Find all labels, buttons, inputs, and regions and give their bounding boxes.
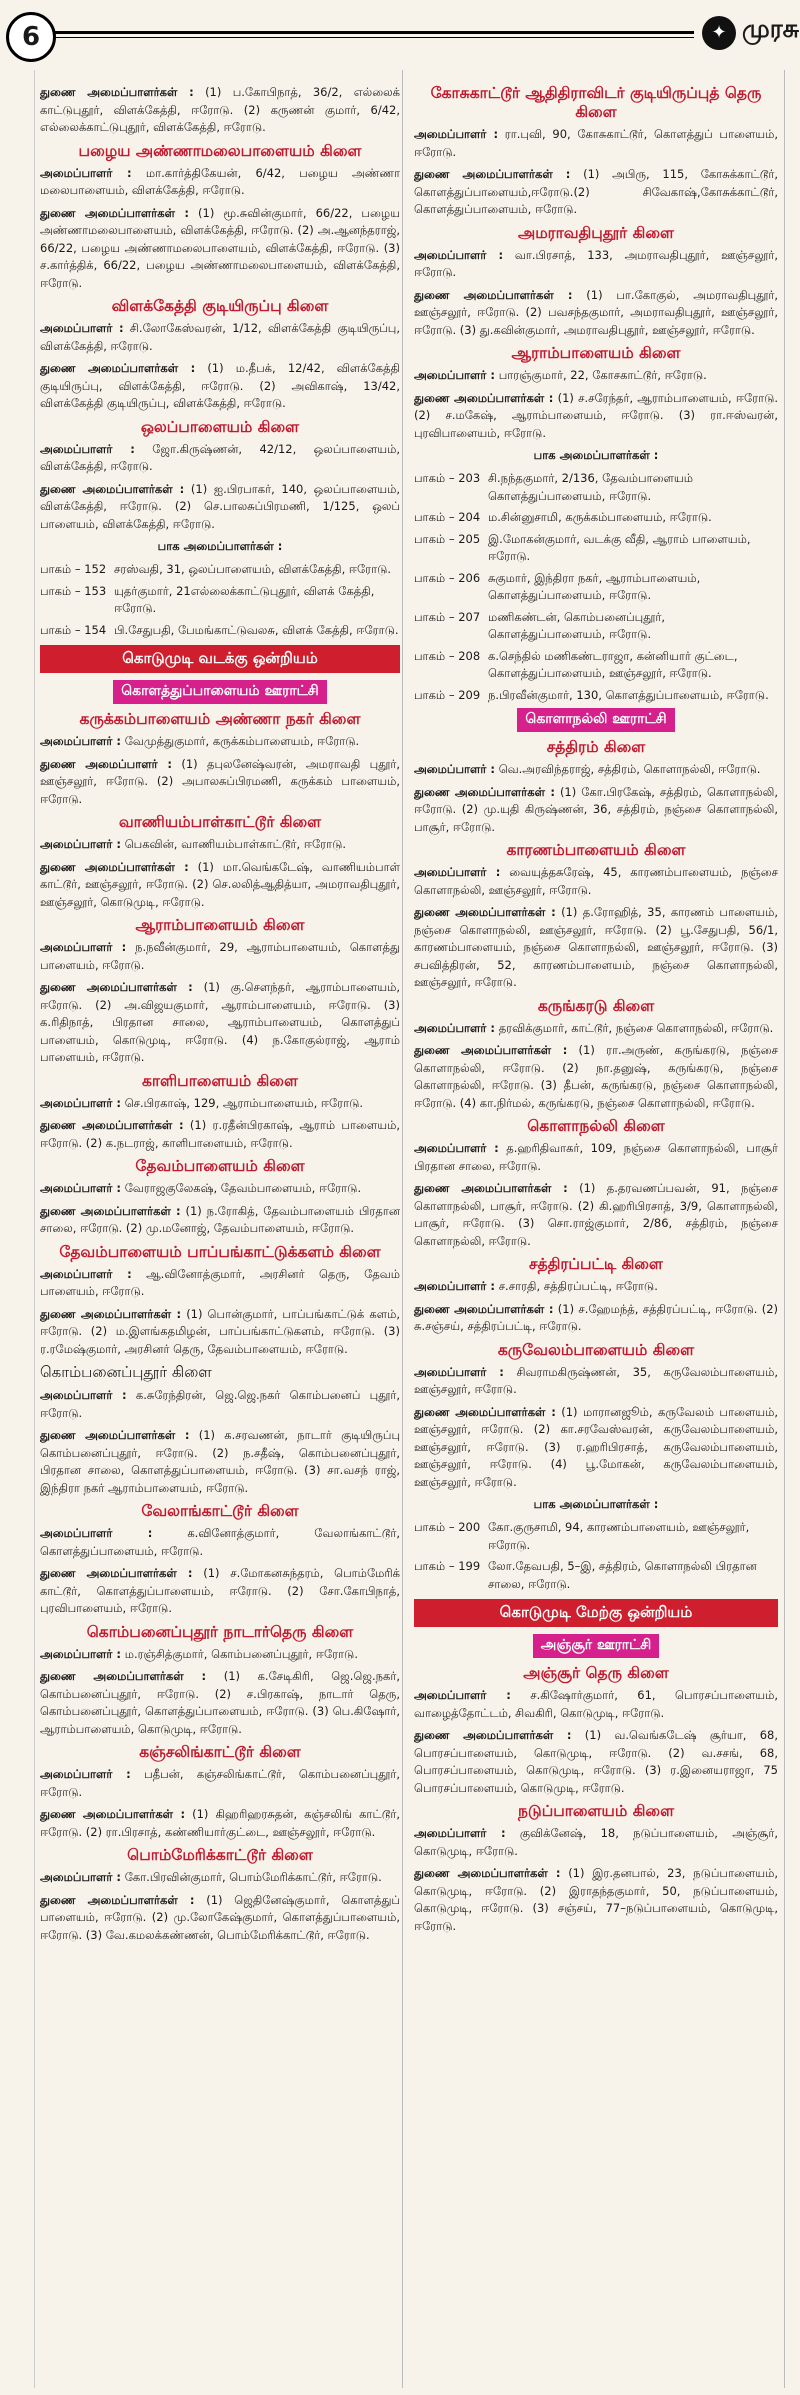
role-label: துணை அமைப்பாளர்கள் : [40,1566,193,1580]
branch-heading: கருக்கம்பாளையம் அண்ணா நகர் கிளை [79,710,361,728]
booth-row [40,561,400,579]
branch-heading: கஞ்சலிங்காட்டூர் கிளை [139,1743,301,1761]
role-label: துணை அமைப்பாளர்கள் : [414,784,555,799]
newspaper-name: முரசு [742,14,799,43]
role-label: துணை அமைப்பாளர்கள் : [414,287,573,302]
organizer-names: மா.கார்த்திகேயன், 6/42, பழைய அண்ணா மலைபாளையம், விளக்கேத்தி, ஈரோடு. [40,165,400,197]
header-rule-thin [54,37,694,38]
role-label: அமைப்பாளர் : [40,1646,122,1661]
organizer-names: (1) ஐ.பிரபாகர், 140, ஒலப்பாளையம், விளக்கேத்தி, ஈரோடு. (2) செ.பாலசுப்பிரமணி, 1/125, ஒலப் பாளையம், விளக்கேத்தி, ஈரோடு. [40,481,400,531]
organizer-names: க.வினோத்குமார், வேலாங்காட்டூர், கொளத்துப்பாளையம், ஈரோடு. [40,1526,400,1558]
booth-row [414,509,778,527]
organizer-entry [414,247,778,282]
organizer-entry [40,939,400,974]
branch-heading: ஆராம்பாளையம் கிளை [511,344,681,362]
union-banner: கொடுமுடி மேற்கு ஒன்றியம் [414,1599,778,1627]
organizer-names: (1) க.சரவணன், நாடார் குடியிருப்பு கொம்பனைப்புதூர், ஈரோடு. (2) ந.சதீஷ், கொம்பனைப்புதூர், பிரதான சாலை, கொளத்துப்பாளையம், ஈரோடு. (3) சா.வசந் ராஜ், இந்திரா நகர் ஆராம்பாளையம், ஈரோடு. [40,1428,400,1495]
organizer-entry [40,1565,400,1618]
role-label: அமைப்பாளர் : [40,734,122,748]
booth-detail: கோ.குருசாமி, 94, காரணம்பாளையம், ஊஞ்சலூர், ஈரோடு. [488,1520,750,1552]
organizer-entry [414,784,778,837]
organizer-entry [40,733,400,751]
organizer-names: செ.பிரகாஷ், 129, ஆராம்பாளையம், ஈரோடு. [124,1095,364,1110]
organizer-names: ம.ரஞ்சித்குமார், கொம்பனைப்புதூர், ஈரோடு. [124,1646,358,1661]
branch-heading: வேலாங்காட்டூர் கிளை [141,1502,299,1520]
organizer-entry [40,1117,400,1152]
branch-heading: விளக்கேத்தி குடியிருப்பு கிளை [111,297,329,315]
organizer-entry [40,481,400,534]
role-label: அமைப்பாளர் : [414,1020,496,1035]
right-column [414,84,778,2386]
branch-heading: நடுப்பாளையம் கிளை [517,1802,675,1820]
role-label: துணை அமைப்பாளர்கள் : [40,859,189,874]
organizer-names: (1) இர.தனபால், 23, நடுப்பாளையம், கொடுமுடி, ஈரோடு. (2) இராதந்தகுமார், 50, நடுப்பாளையம், கொடுமுடி, ஈரோடு. (3) சஞ்சய், 77–நடுப்பாளையம், கொடுமுடி, ஈரோடு. [414,1866,778,1933]
organizer-names: குவிக்னேஷ், 18, நடுப்பாளையம், அஞ்சூர், கொடுமுடி, ஈரோடு. [414,1826,778,1858]
booth-number: பாகம் – 199 [414,1559,481,1573]
booth-row [414,1558,778,1593]
role-label: துணை அமைப்பாளர்கள் : [414,167,571,181]
branch-heading: சத்திரப்பட்டி கிளை [529,1255,663,1273]
left-column [40,84,400,2386]
organizer-entry [414,864,778,899]
role-label: துணை அமைப்பாளர்கள் : [40,980,193,994]
branch-heading: அஞ்சூர் தெரு கிளை [523,1664,669,1682]
booth-number: பாகம் – 208 [414,648,481,663]
branch-heading: பழைய அண்ணாமலைபாளையம் கிளை [78,141,362,160]
booth-detail: சுகுமார், இந்திரா நகர், ஆராம்பாளையம், கொளத்துப்பாளையம், ஈரோடு. [488,570,701,602]
organizer-entry [414,904,778,992]
role-label: துணை அமைப்பாளர்கள் : [40,481,185,496]
booth-number: பாகம் – 207 [414,609,481,624]
role-label: துணை அமைப்பாளர்கள் : [414,1043,568,1057]
role-label: துணை அமைப்பாளர்கள் : [414,1866,561,1880]
organizer-entry [40,1892,400,1945]
organizer-entry [414,1140,778,1175]
organizer-entry [40,165,400,200]
role-label: அமைப்பாளர் : [40,940,127,954]
branch-heading: சத்திரம் கிளை [546,738,646,756]
organizer-names: (1) கு.செளந்தர், ஆராம்பாளையம், ஈரோடு. (2) அ.விஜயகுமார், ஆராம்பாளையம், ஈரோடு. (3) க.ரிதிநாத், பிரதான சாலை, ஆராம்பாளையம், கொளத்துப் பாளையம், கொடுமுடி, ஈரோடு. (4) ந.கோகுல்ராஜ், ஆராம் பாளையம், ஈரோடு. [40,980,400,1064]
organizer-entry [414,1865,778,1935]
organizer-entry [414,1727,778,1797]
role-label: துணை அமைப்பாளர்கள் : [414,905,556,919]
branch-heading: பொம்மேரிக்காட்டூர் கிளை [127,1846,313,1864]
role-label: அமைப்பாளர் : [414,1826,506,1840]
organizer-entry [40,84,400,137]
booth-number: பாகம் – 200 [414,1520,481,1534]
page-number: 6 [6,12,56,62]
branch-heading: ஒலப்பாளையம் கிளை [140,417,300,436]
booth-number: பாகம் – 153 [40,583,107,598]
role-label: துணை அமைப்பாளர்கள் : [414,390,554,405]
subsection-heading: பாக அமைப்பாளர்கள் : [533,448,659,462]
organizer-names: (1) தபுலனேஷ்வரன், அமராவதி புதூர், ஊஞ்சலூர், ஈரோடு. (2) அபாலசுப்பிரமணி, கருக்கம் பாளையம், ஈரோடு. [40,756,400,806]
role-label: துணை அமைப்பாளர்கள் : [40,1807,186,1821]
role-label: அமைப்பாளர் : [414,865,501,879]
role-label: அமைப்பாளர் : [414,127,499,141]
column-divider [402,70,403,2388]
role-label: அமைப்பாளர் : [40,1181,122,1195]
column-divider [784,70,785,2388]
organizer-entry [40,205,400,293]
role-label: அமைப்பாளர் : [414,762,496,776]
panchayat-label: கொளாநல்லி ஊராட்சி [517,708,674,732]
booth-number: பாகம் – 206 [414,570,481,585]
organizer-names: சி.லோகேஸ்வரன், 1/12, விளக்கேத்தி குடியிருப்பு, விளக்கேத்தி, ஈரோடு. [40,321,400,353]
booth-row [40,583,400,618]
organizer-entry [40,1266,400,1301]
role-label: துணை அமைப்பாளர்கள் : [40,1203,181,1218]
organizer-names: (1) மா.வெங்கடேஷ், வாணியம்பாள் காட்டூர், ஊஞ்சலூர், ஈரோடு. (2) செ.லலித்ஆதித்யா, அமராவதிபுதூர், ஊஞ்சலூர், கொடுமுடி, ஈரோடு. [40,859,400,909]
role-label: அமைப்பாளர் : [414,1688,511,1702]
booth-detail: ந.பிரவீன்குமார், 130, கொளத்துப்பாளையம், ஈரோடு. [488,687,769,702]
organizer-entry [414,367,778,385]
booth-number: பாகம் – 209 [414,687,481,702]
role-label: துணை அமைப்பாளர்கள் : [40,205,190,220]
organizer-entry [40,979,400,1067]
branch-heading: தேவம்பாளையம் பாப்பங்காட்டுக்களம் கிளை [59,1242,381,1261]
organizer-names: தரவிக்குமார், காட்டூர், நஞ்சை கொளாநல்லி, ஈரோடு. [498,1020,774,1035]
organizer-entry [414,1278,778,1296]
role-label: துணை அமைப்பாளர்கள் : [40,85,194,99]
organizer-names: சிவராமகிருஷ்ணன், 35, கருவேலம்பாளையம், ஊஞ்சலூர், ஈரோடு. [414,1364,778,1396]
branch-heading: கருங்கரடு கிளை [537,996,655,1015]
organizer-names: (1) மூ.சுவின்குமார், 66/22, பழைய அண்ணாமலைபாளையம், விளக்கேத்தி, ஈரோடு. (2) அ.ஆனந்தராஜ், 66/22, பழைய அண்ணாமலைபாளையம், விளக்கேத்தி, ஈரோடு. (3) ச.கார்த்திக், 66/22, பழைய அண்ணாமலைபாளையம், விளக்கேத்தி, ஈரோடு. [40,205,400,290]
organizer-entry [414,390,778,443]
organizer-names: ரா.புவி, 90, கோசுகாட்டூர், கொளத்துப் பாளையம், ஈரோடு. [414,127,778,159]
organizer-entry [40,1180,400,1198]
booth-row [414,531,778,566]
role-label: துணை அமைப்பாளர்கள் : [414,1728,572,1742]
organizer-names: பாரஞ்குமார், 22, கோசகாட்டூர், ஈரோடு. [498,368,707,382]
organizer-names: வா.பிரசாத், 133, அமராவதிபுதூர், ஊஞ்சலூர், ஈரோடு. [414,247,778,279]
organizer-entry [40,1806,400,1841]
organizer-names: (1) ச.சரேந்தர், ஆராம்பாளையம், ஈரோடு. (2) ச.மகேஷ், ஆராம்பாளையம், ஈரோடு. (3) ரா.ஈஸ்வரன், புரவிபாளையம், ஈரோடு. [414,390,778,440]
organizer-names: (1) ந.ரோகித், தேவம்பாளையம் பிரதான சாலை, ஈரோடு. (2) மு.மனோஜ், தேவம்பாளையம், ஈரோடு. [40,1203,400,1235]
header-rule [54,31,694,34]
branch-heading: தேவம்பாளையம் கிளை [135,1157,305,1175]
role-label: துணை அமைப்பாளர்கள் : [40,1669,207,1683]
organizer-names: (1) ர.ரதீன்பிரகாஷ், ஆராம் பாளையம், ஈரோடு. (2) க.நடராஜ், காளிபாளையம், ஈரோடு. [40,1118,400,1150]
role-label: துணை அமைப்பாளர்கள் : [40,1428,190,1442]
booth-detail: சி.நந்தகுமார், 2/136, தேவம்பாளையம் கொளத்துப்பாளையம், ஈரோடு. [488,471,693,503]
role-label: அமைப்பாளர் : [40,441,135,456]
organizer-entry [40,1095,400,1113]
union-banner: கொடுமுடி வடக்கு ஒன்றியம் [40,645,400,673]
role-label: துணை அமைப்பாளர் : [40,756,172,771]
organizer-names: வெ.அரவிந்தராஜ், சத்திரம், கொளாநல்லி, ஈரோடு. [498,762,761,776]
organizer-entry [40,1869,400,1887]
branch-heading: காளிபாளையம் கிளை [142,1071,298,1090]
booth-number: பாகம் – 204 [414,510,481,524]
organizer-entry [40,1646,400,1664]
booth-row [40,622,400,640]
organizer-names: ந.நவீன்குமார், 29, ஆராம்பாளையம், கொளத்து பாளையம், ஈரோடு. [40,940,400,972]
organizer-names: வேமுத்துகுமார், கருக்கம்பாளையம், ஈரோடு. [124,734,360,748]
role-label: துணை அமைப்பாளர்கள் : [40,1306,182,1321]
organizer-entry [40,1203,400,1238]
organizer-entry [414,1687,778,1722]
booth-number: பாகம் – 152 [40,562,107,576]
organizer-names: (1) ச.மோகனசுந்தரம், பொம்மேரிக் காட்டூர், கொளத்துப்பாளையம், ஈரோடு. (2) சோ.கோபிநாத், புரவிபாளையம், ஈரோடு. [40,1566,400,1615]
organizer-names: (1) கோ.பிரகேஷ், சத்திரம், கொளாநல்லி, ஈரோடு. (2) மு.யுதி கிருஷ்ணன், 36, சத்திரம், நஞ்சை கொளாநல்லி, பாசூர், ஈரோடு. [414,784,778,834]
branch-heading: கோசுகாட்டூர் ஆதிதிராவிடர் குடியிருப்புத் தெரு கிளை [430,84,762,121]
organizer-entry [414,287,778,340]
booth-detail: யுதர்குமார், 21எல்லைக்காட்டுபுதூர், விளக் கேத்தி, ஈரோடு. [114,583,375,615]
organizer-entry [40,756,400,809]
column-divider [34,70,35,2388]
organizer-entry [40,1668,400,1738]
role-label: துணை அமைப்பாளர்கள் : [40,1118,184,1132]
booth-detail: லோ.தேவபதி, 5–இ, சத்திரம், கொளாநல்லி பிரதான சாலை, ஈரோடு. [488,1559,757,1591]
panchayat-label: அஞ்சூர் ஊராட்சி [533,1634,659,1658]
organizer-names: ஆ.வினோத்குமார், அரசினர் தெரு, தேவம் பாளையம், ஈரோடு. [40,1266,400,1298]
organizer-entry [40,1427,400,1497]
booth-row [414,570,778,605]
role-label: துணை அமைப்பாளர்கள் : [414,1404,556,1419]
organizer-names: (1) த.ரோஹித், 35, காரணம் பாளையம், நஞ்சை கொளாநல்லி, ஊஞ்சலூர், ஈரோடு. (2) பூ.சேதுபதி, 56/1, காரணம்பாளையம், நஞ்சை கொளாநல்லி, ஊஞ்சலூர், ஈரோடு. (3) சபவித்திரன், 52, காரணம்பாளையம், நஞ்சை கொளாநல்லி, ஊஞ்சலூர், ஈரோடு. [414,905,778,989]
organizer-names: (1) ஜெதினேஷ்குமார், கொளத்துப் பாளையம், ஈரோடு. (2) மு.லோகேஷ்குமார், கொளத்துப்பாளையம், ஈரோடு. (3) வே.கமலக்கண்ணன், பொம்மேரிக்காட்டூர், ஈரோடு. [40,1892,400,1942]
newspaper-logo-icon: ✦ [702,16,736,50]
role-label: அமைப்பாளர் : [40,837,122,851]
organizer-entry [40,836,400,854]
organizer-entry [414,126,778,161]
organizer-names: பதீபன், கஞ்சலிங்காட்டூர், கொம்பனைப்புதூர், ஈரோடு. [40,1767,400,1799]
branch-heading: கொம்பனைப்புதூர் நாடார்தெரு கிளை [86,1622,354,1641]
page-header [0,0,800,66]
organizer-entry [40,320,400,355]
booth-row [414,609,778,644]
role-label: அமைப்பாளர் : [40,1095,122,1110]
organizer-entry [40,360,400,413]
role-label: துணை அமைப்பாளர்கள் : [414,1301,554,1316]
organizer-names: (1) க.சேடிகிரி, ஜெ.ஜெ.நகர், கொம்பனைப்புதூர், ஈரோடு. (2) ச.பிரகாஷ், நாடார் தெரு, கொம்பனைப்புதூர், கொளத்துப்பாளையம், ஈரோடு. (3) பெ.கிஷோர், ஆராம்பாளையம், கொடுமுடி, ஈரோடு. [40,1669,400,1736]
booth-detail: இ.மோகன்குமார், வடக்கு வீதி, ஆராம் பாளையம், ஈரோடு. [488,531,751,563]
role-label: துணை அமைப்பாளர்கள் : [40,1892,195,1907]
organizer-names: வேராஜகுலேகஷ், தேவம்பாளையம், ஈரோடு. [124,1181,362,1195]
organizer-names: ஜோ.கிருஷ்ணன், 42/12, ஒலப்பாளையம், விளக்கேத்தி, ஈரோடு. [40,441,400,473]
organizer-names: (1) ச.ஹேமந்த், சத்திரப்பட்டி, ஈரோடு. (2) சு.சஞ்சய், சத்திரப்பட்டி, ஈரோடு. [414,1301,778,1333]
booth-detail: க.செந்தில் மணிகண்டராஜா, கன்னியார் குட்டை, கொளத்துப்பாளையம், ஊஞ்சலூர், ஈரோடு. [488,648,738,680]
organizer-entry [414,1364,778,1399]
organizer-entry [414,1180,778,1250]
organizer-names: (1) கிஹரிஹரசுதன், கஞ்சலிங் காட்டூர், ஈரோடு. (2) ரா.பிரசாத், கண்ணியார்குட்டை, ஊஞ்சலூர், ஈரோடு. [40,1807,400,1839]
role-label: அமைப்பாளர் : [414,368,496,382]
role-label: துணை அமைப்பாளர்கள் : [414,1181,568,1195]
booth-row [414,648,778,683]
organizer-names: ச.கிஷோர்குமார், 61, பொரசப்பாளையம், வாழைத்தோட்டம், சிவகிரி, கொடுமுடி, ஈரோடு. [414,1688,778,1720]
organizer-entry [414,761,778,779]
role-label: அமைப்பாளர் : [40,165,132,180]
organizer-names: (1) மாரானஜூம், கருவேலம் பாளையம், ஊஞ்சலூர், ஈரோடு. (2) கா.சரவேஸ்வரன், கருவேலம்பாளையம், ஊஞ்சலூர், ஈரோடு. (3) ர.ஹரிபிரசாத், கருவேலம்பாளையம், ஊஞ்சலூர், ஈரோடு. (4) பூ.மோகன், கருவேலம்பாளையம், ஊஞ்சலூர், ஈரோடு. [414,1404,778,1489]
organizer-names: கோ.பிரவின்குமார், பொம்மேரிக்காட்டூர், ஈரோடு. [124,1870,382,1884]
organizer-entry [414,166,778,219]
booth-row [414,687,778,705]
organizer-names: (1) ரா.அருண், கருங்கரடு, நஞ்சை கொளாநல்லி, ஈரோடு. (2) நா.தனுஷ், கருங்கரடு, நஞ்சை கொளாநல்லி, ஈரோடு. (3) தீபன், கருங்கரடு, நஞ்சை கொளாநல்லி, ஈரோடு. (4) கா.நிர்மல், கருங்கரடு, நஞ்சை கொளாநல்லி, ஈரோடு. [414,1043,778,1110]
organizer-entry [40,441,400,476]
organizer-names: ச.சாரதி, சத்திரப்பட்டி, ஈரோடு. [498,1279,658,1293]
booth-number: பாகம் – 205 [414,531,481,546]
booth-number: பாகம் – 154 [40,622,107,637]
organizer-entry [40,1306,400,1359]
booth-number: பாகம் – 203 [414,471,481,485]
organizer-entry [414,1042,778,1112]
role-label: அமைப்பாளர் : [40,321,124,335]
organizer-names: த.ஹரிதிவாகர், 109, நஞ்சை கொளாநல்லி, பாசூர் பிரதான சாலை, ஈரோடு. [414,1141,778,1173]
organizer-entry [414,1825,778,1860]
organizer-names: (1) த.தரவணப்பவன், 91, நஞ்சை கொளாநல்லி, பாசூர், ஈரோடு. (2) கி.ஹரிபிரசாத், 3/9, கொளாநல்லி, பாசூர், ஈரோடு. (3) சொ.ராஜ்குமார், 2/86, சத்திரம், நஞ்சை கொளாநல்லி, ஈரோடு. [414,1181,778,1248]
branch-heading: கருவேலம்பாளையம் கிளை [497,1340,695,1359]
branch-heading: ஆராம்பாளையம் கிளை [135,916,305,934]
organizer-names: (1) பொன்குமார், பாப்பங்காட்டுக் களம், ஈரோடு. (2) ம.இளங்கதமிழன், பாப்பங்காட்டுகளம், ஈரோடு. (3) ர.ரமேஷ்குமார், அரசினர் தெரு, தேவம்பாளையம், ஈரோடு. [40,1306,400,1356]
organizer-entry [40,1387,400,1422]
booth-detail: ம.சின்னுசாமி, கருக்கம்பாளையம், ஈரோடு. [488,510,712,524]
role-label: அமைப்பாளர் : [414,1364,504,1379]
role-label: அமைப்பாளர் : [40,1266,132,1281]
booth-detail: பி.சேதுபதி, பேமங்காட்டுவலசு, விளக் கேத்தி, ஈரோடு. [114,622,399,637]
subsection-heading: பாக அமைப்பாளர்கள் : [157,539,283,553]
branch-heading: கொளாநல்லி கிளை [527,1117,665,1135]
organizer-entry [414,1301,778,1336]
organizer-entry [40,859,400,912]
organizer-entry [414,1404,778,1492]
organizer-names: (1) பா.கோகுல், அமராவதிபுதூர், ஊஞ்சலூர், ஈரோடு. (2) பவசந்தகுமார், அமராவதிபுதூர், ஊஞ்சலூர், ஈரோடு. (3) து.கவின்குமார், அமராவதிபுதூர், ஊஞ்சலூர், ஈரோடு. [414,287,778,337]
booth-row [414,1519,778,1554]
organizer-names: க.சுரேந்திரன், ஜெ.ஜெ.நகர் கொம்பனைப் புதூர், ஈரோடு. [40,1388,400,1420]
organizer-entry [40,1766,400,1801]
role-label: அமைப்பாளர் : [40,1767,131,1781]
branch-heading: காரணம்பாளையம் கிளை [506,841,686,859]
organizer-names: (1) வ.வெங்கடேஷ் சூர்யா, 68, பொரசப்பாளையம், கொடுமுடி, ஈரோடு. (2) வ.சசங், 68, பொரசப்பாளையம், கொடுமுடி, ஈரோடு. (3) ர.இனையராஜா, 75 பொரசப்பாளையம், கொடுமுடி, ஈரோடு. [414,1728,778,1795]
subsection-heading: பாக அமைப்பாளர்கள் : [533,1497,659,1511]
panchayat-label: கொளத்துப்பாளையம் ஊராட்சி [113,680,327,704]
booth-detail: மணிகண்டன், கொம்பனைப்புதூர், கொளத்துப்பாளையம், ஈரோடு. [488,609,666,641]
organizer-names: (1) ப.கோபிநாத், 36/2, எல்லைக் காட்டுபுதூர், விளக்கேத்தி, ஈரோடு. (2) கருணன் குமார், 6/42, எல்லைக்காட்டுபுதூர், விளக்கேத்தி, ஈரோடு. [40,85,400,134]
role-label: அமைப்பாளர் : [40,1388,127,1402]
organizer-names: (1) அபிரு, 115, கோசுக்காட்டூர், கொளத்துப்பாளையம்,ஈரோடு.(2) சிவேகாஷ்,கோசுக்காட்டூர், கொளத்துப்பாளையம், ஈரோடு. [414,167,778,216]
role-label: அமைப்பாளர் : [40,1870,122,1884]
branch-heading: கொம்பனைப்புதூர் கிளை [40,1363,212,1381]
organizer-names: (1) ம.தீபக், 12/42, விளக்கேத்தி குடியிருப்பு, விளக்கேத்தி, ஈரோடு. (2) அவிகாஷ், 13/42, விளக்கேத்தி குடியிருப்பு, விளக்கேத்தி, ஈரோடு. [40,361,400,410]
organizer-entry [40,1525,400,1560]
booth-detail: சரஸ்வதி, 31, ஒலப்பாளையம், விளக்கேத்தி, ஈரோடு. [114,562,392,576]
branch-heading: அமராவதிபுதூர் கிளை [517,223,675,242]
organizer-names: வையுத்தசுரேஷ், 45, காரணம்பாளையம், நஞ்சை கொளாநல்லி, ஊஞ்சலூர், ஈரோடு. [414,865,778,897]
organizer-names: பெகவின், வாணியம்பாள்காட்டூர், ஈரோடு. [124,837,346,851]
role-label: அமைப்பாளர் : [414,1141,499,1155]
branch-heading: வாணியம்பாள்காட்டூர் கிளை [118,813,322,831]
organizer-entry [414,1020,778,1038]
role-label: அமைப்பாளர் : [414,247,504,262]
booth-row [414,470,778,505]
role-label: துணை அமைப்பாளர்கள் : [40,361,196,375]
role-label: அமைப்பாளர் : [414,1279,496,1293]
role-label: அமைப்பாளர் : [40,1526,153,1540]
